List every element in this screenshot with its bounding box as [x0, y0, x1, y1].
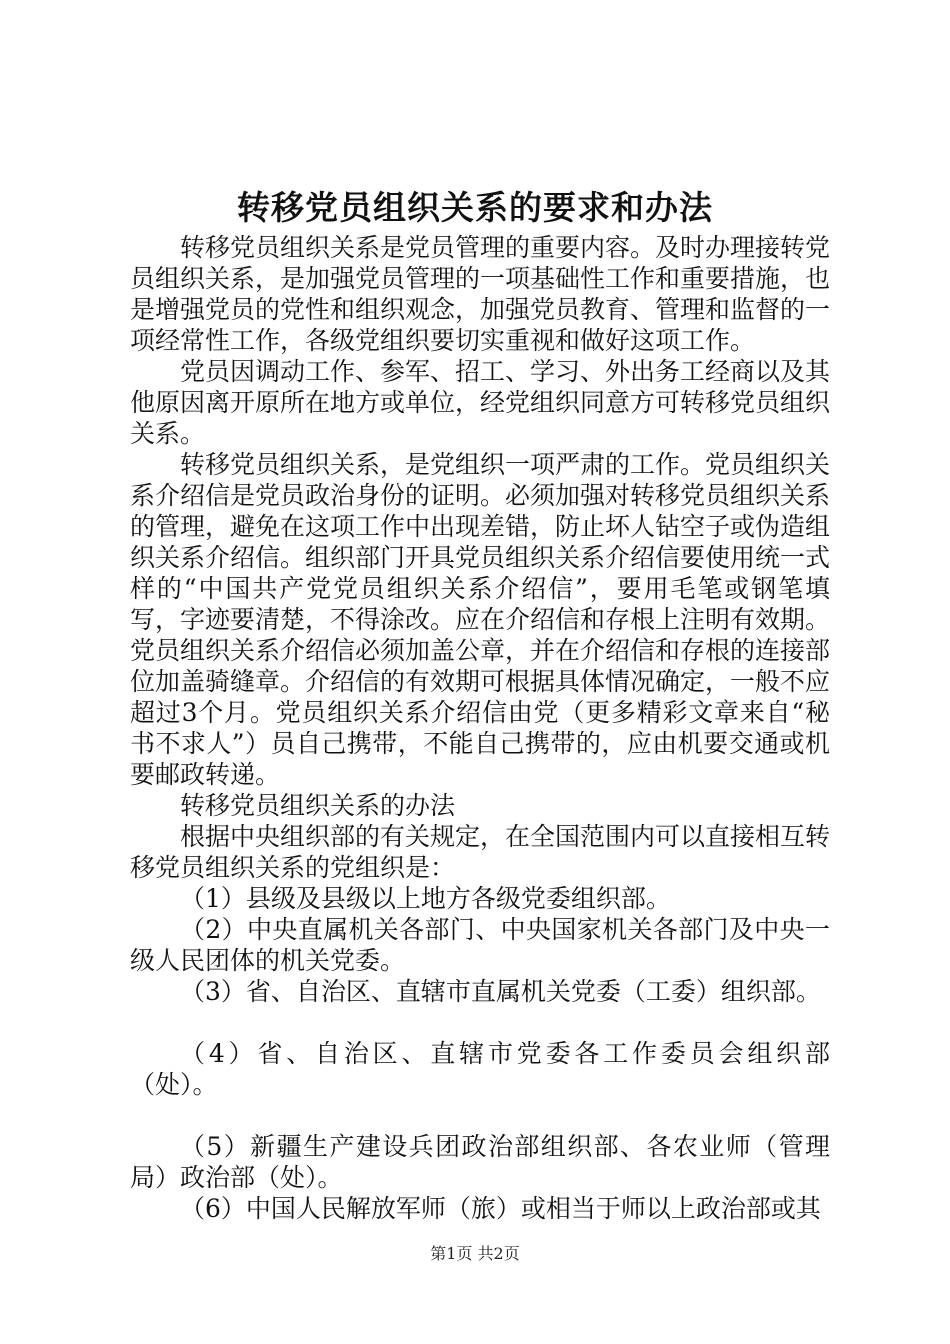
list-item-1: （1）县级及县级以上地方各级党委组织部。	[180, 884, 671, 913]
paragraph-transfer-conditions: 党员因调动工作、参军、招工、学习、外出务工经商以及其他原因离开原所在地方或单位，经党组织同意方可转移党员组织关系。	[130, 357, 831, 448]
document-body	[130, 232, 830, 1224]
paragraph-intro: 转移党员组织关系是党员管理的重要内容。及时办理接转党员组织关系，是加强党员管理的一项基础性工作和重要措施，也是增强党员的党性和组织观念，加强党员教育、管理和监督的一项经常性工作，各级党组织要切实重视和做好这项工作。	[130, 233, 831, 355]
list-item-5: （5）新疆生产建设兵团政治部组织部、各农业师（管理局）政治部（处）。	[130, 1132, 830, 1192]
list-item-3: （3）省、自治区、直辖市直属机关党委（工委）组织部。	[180, 977, 821, 1006]
paragraph-regulations: 根据中央组织部的有关规定，在全国范围内可以直接相互转移党员组织关系的党组织是：	[130, 822, 831, 882]
list-item-6: （6）中国人民解放军师（旅）或相当于师以上政治部或其	[180, 1194, 821, 1223]
list-item-4: （4）省、自治区、直辖市党委各工作委员会组织部（处）。	[130, 1039, 830, 1099]
paragraph-requirements: 转移党员组织关系，是党组织一项严肃的工作。党员组织关系介绍信是党员政治身份的证明。必须加强对转移党员组织关系的管理，避免在这项工作中出现差错，防止坏人钻空子或伪造组织关系介绍信。组织部门开具党员组织关系介绍信要使用统一式样的“中国共产党党员组织关系介绍信”，要用毛笔或钢笔填写，字迹要清楚，不得涂改。应在介绍信和存根上注明有效期。党员组织关系介绍信必须加盖公章，并在介绍信和存根的连接部位加盖骑缝章。介绍信的有效期可根据具体情况确定，一般不应超过3个月。党员组织关系介绍信由党（更多精彩文章来自“秘书不求人”）员自己携带，不能自己携带的，应由机要交通或机要邮政转递。	[130, 450, 831, 789]
page-number-footer: 第1页 共2页	[430, 1244, 520, 1263]
list-item-2: （2）中央直属机关各部门、中央国家机关各部门及中央一级人民团体的机关党委。	[130, 915, 830, 975]
document-title: 转移党员组织关系的要求和办法	[237, 188, 713, 227]
spacer	[130, 1007, 830, 1038]
spacer	[130, 1100, 830, 1131]
section-heading-methods: 转移党员组织关系的办法	[180, 791, 456, 820]
